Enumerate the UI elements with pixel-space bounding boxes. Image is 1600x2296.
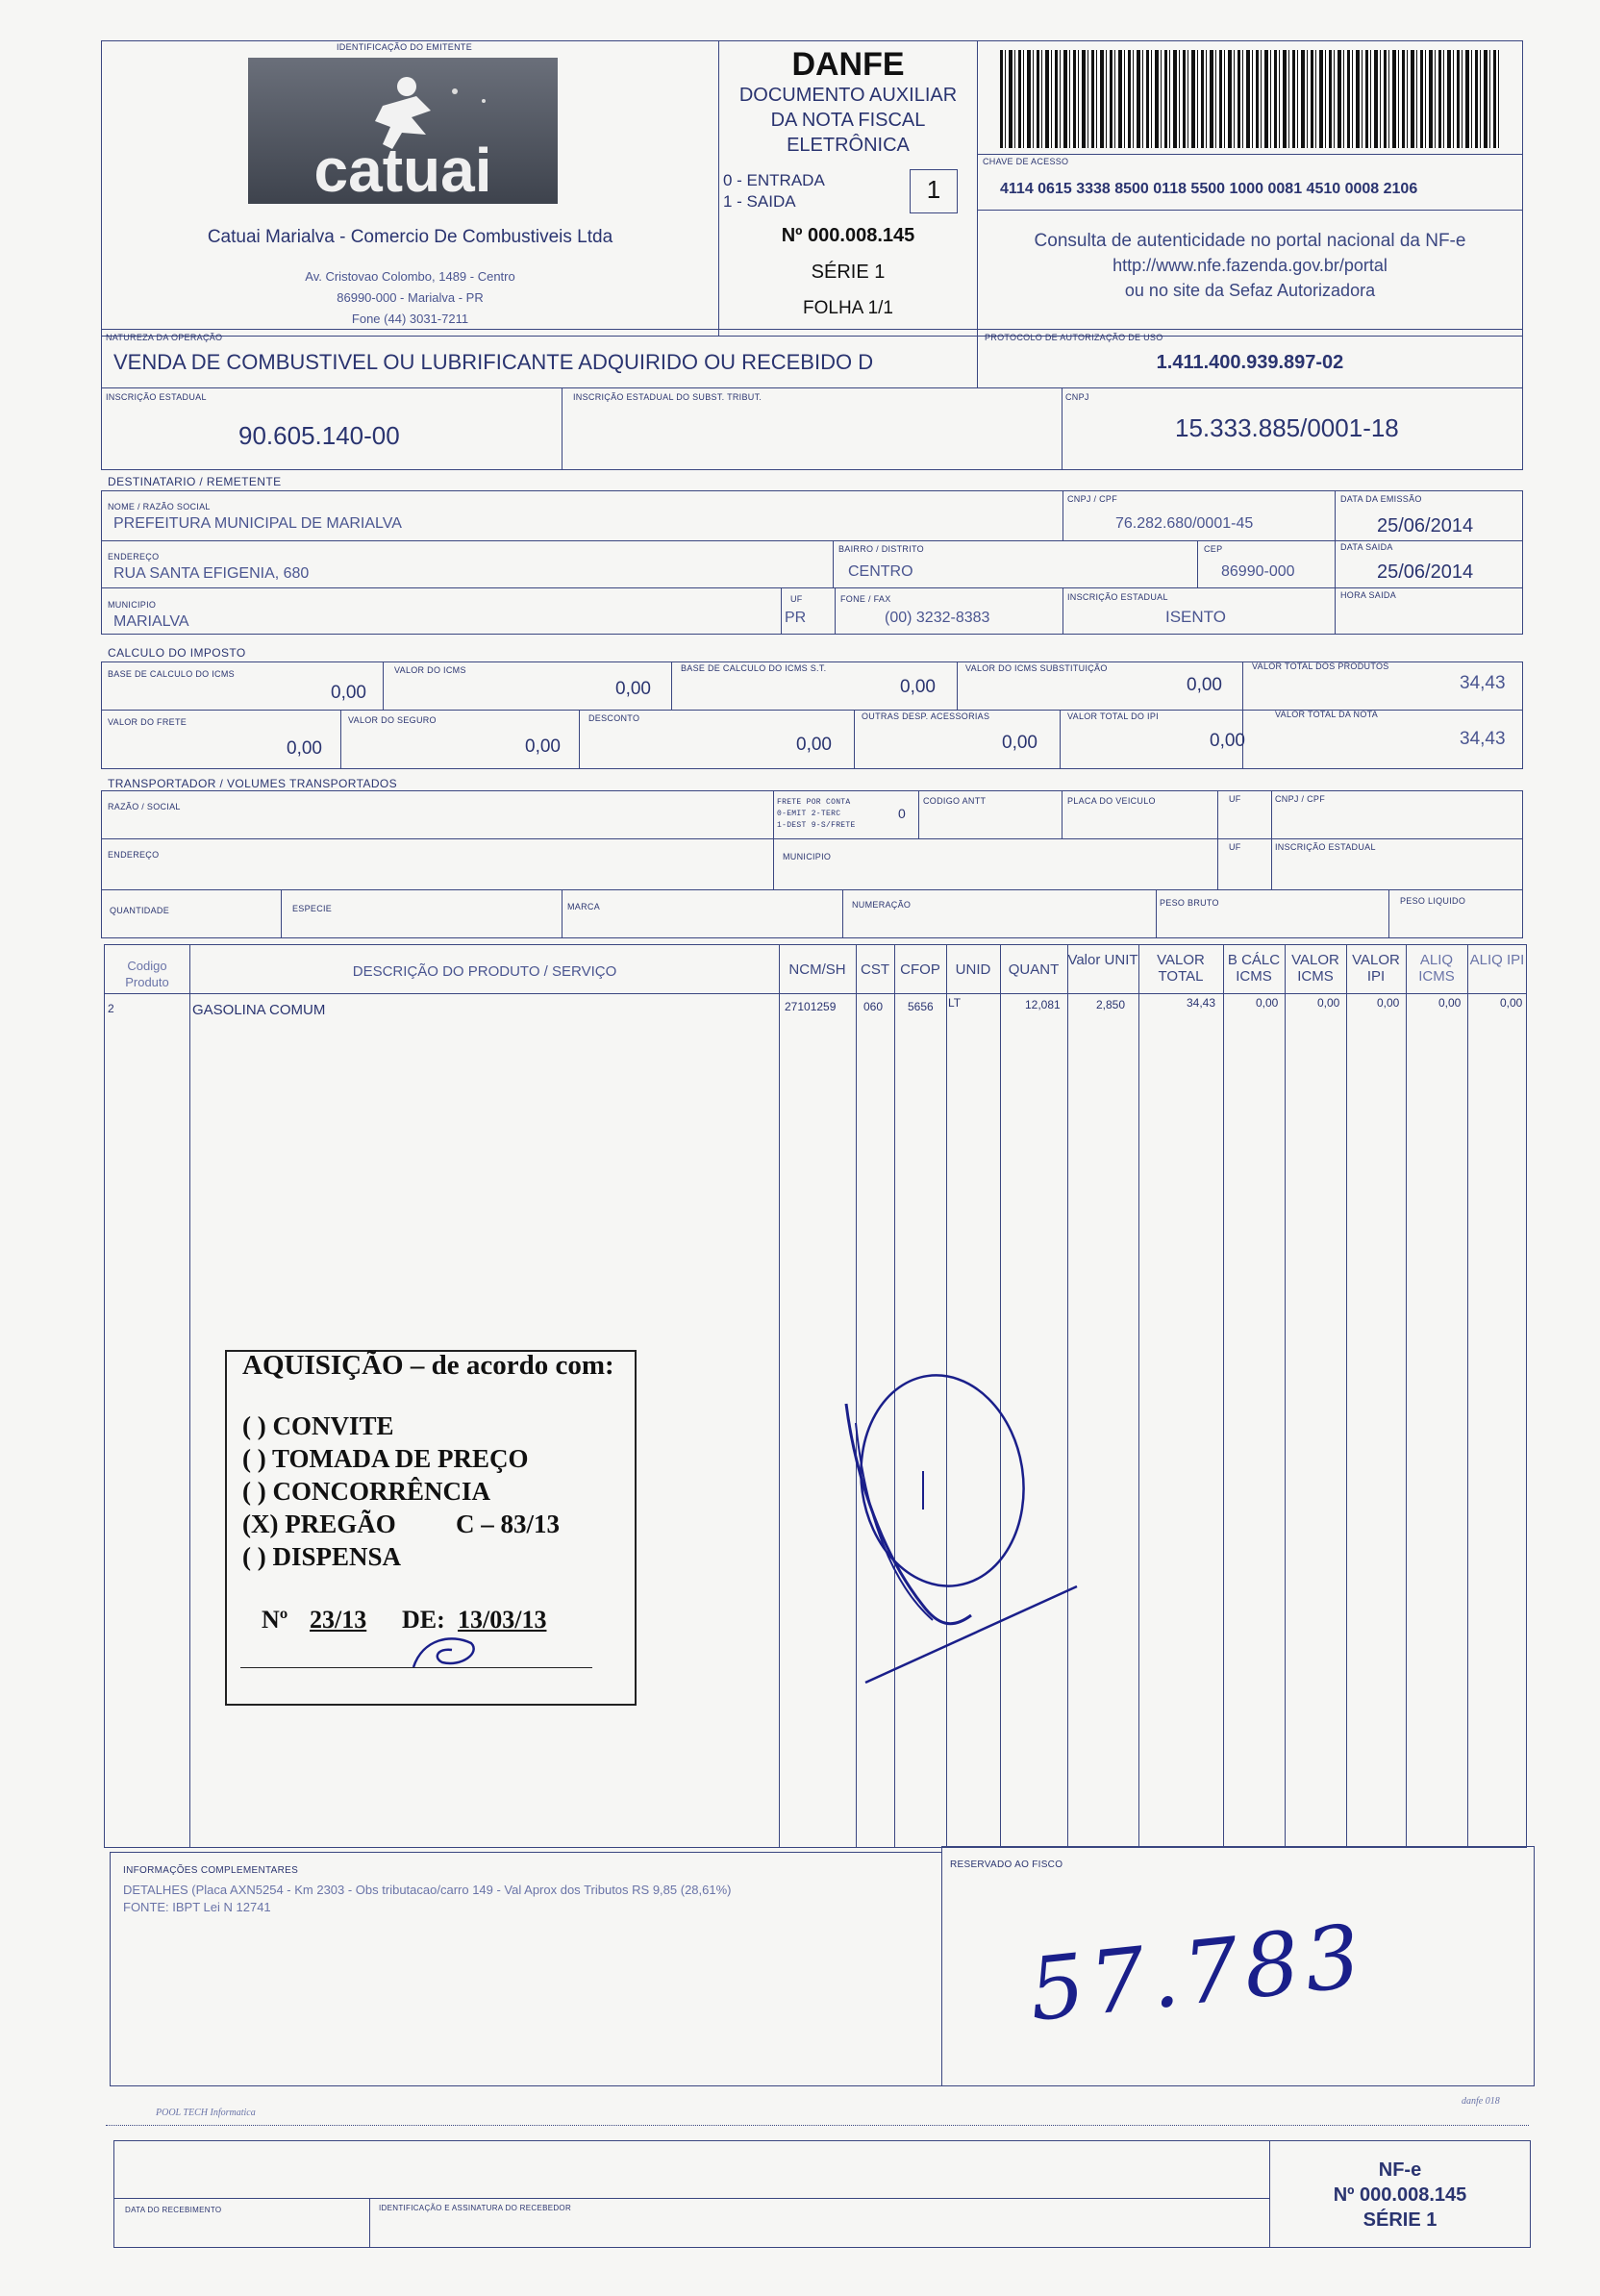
imposto-col-4	[1242, 661, 1243, 769]
ipi-label: VALOR TOTAL DO IPI	[1067, 711, 1159, 721]
danfe-subtitle-2: DA NOTA FISCAL	[770, 110, 926, 131]
col-line-vunit	[1138, 944, 1139, 1848]
consulta-line3: ou no site da Sefaz Autorizadora	[1124, 281, 1376, 300]
transp-line-2	[101, 889, 1523, 890]
hdr-cst: CST	[861, 961, 889, 978]
footer-nfe: NF-e	[1378, 2159, 1422, 2181]
transp-especie-label: ESPECIE	[292, 904, 333, 913]
dest-municipio: MARIALVA	[113, 613, 189, 630]
emitente-phone: Fone (44) 3031-7211	[351, 312, 469, 326]
consulta-line2: http://www.nfe.fazenda.gov.br/portal	[1112, 256, 1388, 275]
hdr-aipi: ALIQ IPI	[1469, 952, 1525, 968]
transp-frete: 0	[898, 806, 906, 821]
dest-data-emissao-label: DATA DA EMISSÃO	[1340, 494, 1422, 504]
protocolo-label: PROTOCOLO DE AUTORIZAÇÃO DE USO	[985, 333, 1163, 342]
transp-frete-label-3: 1-DEST 9-S/FRETE	[777, 821, 856, 830]
col-line-aicms	[1467, 944, 1468, 1848]
dest-hora-label: HORA SAIDA	[1340, 590, 1397, 600]
base-st: 0,00	[900, 677, 936, 697]
stamp-opt3: ( ) CONCORRÊNCIA	[242, 1477, 490, 1506]
dest-nome-label: NOME / RAZÃO SOCIAL	[108, 502, 211, 512]
transp-ie-label: INSCRIÇÃO ESTADUAL	[1275, 842, 1376, 852]
valor-icms: 0,00	[615, 679, 651, 699]
desconto: 0,00	[796, 735, 832, 755]
transp-col-cnpj	[1271, 790, 1272, 889]
signature	[827, 1365, 1135, 1711]
danfe-title: DANFE	[791, 46, 905, 83]
transp-qtd-label: QUANTIDADE	[110, 906, 170, 915]
footer-danfe-tag: danfe 018	[1462, 2096, 1500, 2107]
hdr-cfop: CFOP	[900, 961, 940, 978]
dest-endereco: RUA SANTA EFIGENIA, 680	[113, 565, 310, 582]
dest-nome: PREFEITURA MUNICIPAL DE MARIALVA	[113, 515, 402, 532]
transportador-section: TRANSPORTADOR / VOLUMES TRANSPORTADOS	[108, 777, 398, 790]
imposto-col-6	[579, 710, 580, 769]
hdr-descricao: DESCRIÇÃO DO PRODUTO / SERVIÇO	[352, 963, 617, 980]
total-nota: 34,43	[1460, 729, 1506, 749]
transp-col-frete	[773, 790, 774, 889]
row-bcalc: 0,00	[1256, 996, 1279, 1010]
row-aipi: 0,00	[1500, 996, 1523, 1010]
outras-label: OUTRAS DESP. ACESSORIAS	[862, 711, 990, 721]
stamp-de: 13/03/13	[458, 1606, 547, 1634]
transp-antt-label: CODIGO ANTT	[923, 796, 987, 806]
stamp-opt4: (X) PREGÃO	[242, 1510, 396, 1538]
hdr-codigo: Codigo Produto	[125, 959, 169, 989]
row-vicms: 0,00	[1317, 996, 1340, 1010]
frete: 0,00	[287, 738, 322, 759]
col-line-vtotal	[1223, 944, 1224, 1848]
transp-col-uf	[1217, 790, 1218, 889]
col-line-bcalc	[1285, 944, 1286, 1848]
emitente-name: Catuai Marialva - Comercio De Combustiveis Ltda	[207, 227, 613, 247]
dest-col-bairro	[833, 540, 834, 587]
hdr-vicms: VALOR ICMS	[1291, 952, 1339, 985]
ie-st-label: INSCRIÇÃO ESTADUAL DO SUBST. TRIBUT.	[573, 392, 762, 402]
hdr-vipi: VALOR IPI	[1352, 952, 1400, 985]
danfe-entrada: 0 - ENTRADA	[723, 171, 825, 189]
valor-st: 0,00	[1187, 675, 1222, 695]
dest-fone: (00) 3232-8383	[885, 610, 990, 626]
ipi: 0,00	[1210, 731, 1245, 751]
danfe-tipo: 1	[926, 175, 941, 204]
transp-col-pesoliq	[1388, 889, 1389, 938]
fisco-handwritten: 57.783	[1024, 1905, 1371, 2042]
stamp-opt1: ( ) CONVITE	[242, 1411, 394, 1440]
transp-placa-label: PLACA DO VEICULO	[1067, 796, 1156, 806]
stamp-opt4-ref: C – 83/13	[456, 1510, 560, 1538]
desconto-label: DESCONTO	[588, 713, 640, 723]
natureza-label: NATUREZA DA OPERAÇÃO	[106, 333, 223, 342]
transp-uf-label: UF	[1229, 794, 1241, 804]
danfe-subtitle-3: ELETRÔNICA	[787, 135, 910, 156]
hdr-ncm: NCM/SH	[788, 961, 846, 978]
row-codigo: 2	[108, 1002, 114, 1015]
danfe-folha: FOLHA 1/1	[803, 298, 893, 318]
catuai-logo-text: catuai	[313, 136, 492, 205]
data-rec-label: DATA DO RECEBIMENTO	[125, 2206, 222, 2214]
transp-col-peso	[1156, 889, 1157, 938]
hdr-vunit: Valor UNIT	[1067, 952, 1138, 968]
stamp-title: AQUISIÇÃO – de acordo com:	[242, 1350, 614, 1381]
hdr-aicms: ALIQ ICMS	[1418, 952, 1455, 985]
dest-col-cnpj	[1062, 490, 1063, 540]
row-cfop: 5656	[908, 1000, 934, 1013]
info-line1: DETALHES (Placa AXN5254 - Km 2303 - Obs tributacao/carro 149 - Val Aprox dos Tributos RS 9,85 (28,61%)	[123, 1883, 732, 1897]
stamp-opt2: ( ) TOMADA DE PREÇO	[242, 1444, 529, 1473]
dest-col-ie	[1062, 587, 1063, 635]
footer-nfe-serie: SÉRIE 1	[1362, 2209, 1438, 2231]
hdr-vtotal: VALOR TOTAL	[1157, 952, 1205, 985]
dest-col-fone	[835, 587, 836, 635]
transp-line-1	[101, 838, 1523, 839]
emitente-label: IDENTIFICAÇÃO DO EMITENTE	[337, 42, 473, 52]
emitente-cep-city: 86990-000 - Marialva - PR	[337, 290, 484, 305]
ie-label: INSCRIÇÃO ESTADUAL	[106, 392, 207, 402]
transp-marca-label: MARCA	[567, 902, 601, 911]
recebimento-col	[369, 2198, 370, 2248]
imposto-col-1	[383, 661, 384, 710]
ie-value: 90.605.140-00	[238, 421, 400, 450]
imposto-col-8	[1060, 710, 1061, 769]
hdr-unid: UNID	[955, 961, 991, 978]
fisco-label: RESERVADO AO FISCO	[950, 1859, 1063, 1870]
natureza-value: VENDA DE COMBUSTIVEL OU LUBRIFICANTE ADQUIRIDO OU RECEBIDO D	[113, 350, 874, 374]
cnpj-value: 15.333.885/0001-18	[1175, 413, 1399, 442]
imposto-col-5	[340, 710, 341, 769]
footer-nfe-num: Nº 000.008.145	[1333, 2184, 1467, 2206]
stamp-num: 23/13	[310, 1606, 367, 1634]
dest-bairro: CENTRO	[848, 563, 913, 580]
info-label: INFORMAÇÕES COMPLEMENTARES	[123, 1865, 299, 1876]
transp-razao-label: RAZÃO / SOCIAL	[108, 802, 181, 811]
stamp-num-label: Nº	[262, 1606, 288, 1634]
transp-col-num	[842, 889, 843, 938]
transp-frete-label-1: FRETE POR CONTA	[777, 798, 851, 807]
barcode-divider	[977, 154, 1523, 155]
recebimento-row-line	[113, 2198, 1269, 2199]
destinatario-section: DESTINATARIO / REMETENTE	[108, 475, 282, 488]
transp-peso-liq-label: PESO LIQUIDO	[1400, 896, 1466, 906]
stamp-initials	[404, 1629, 490, 1677]
dest-col-uf	[781, 587, 782, 635]
transp-col-antt	[918, 790, 919, 838]
dest-data-emissao: 25/06/2014	[1377, 515, 1474, 537]
valor-st-label: VALOR DO ICMS SUBSTITUIÇÃO	[965, 663, 1108, 673]
hdr-bcalc: B CÁLC ICMS	[1227, 952, 1281, 985]
row-ncm: 27101259	[785, 1000, 837, 1013]
dest-data-saida: 25/06/2014	[1377, 562, 1474, 583]
emitente-address: Av. Cristovao Colombo, 1489 - Centro	[305, 269, 515, 284]
imposto-col-3	[957, 661, 958, 710]
consulta-line1: Consulta de autenticidade no portal nacional da NF-e	[1034, 231, 1466, 251]
dest-cep: 86990-000	[1221, 563, 1295, 580]
base-st-label: BASE DE CALCULO DO ICMS S.T.	[681, 663, 827, 673]
dest-col-cep	[1197, 540, 1198, 587]
dest-cnpj-label: CNPJ / CPF	[1067, 494, 1118, 504]
imposto-col-7	[854, 710, 855, 769]
transp-numeracao-label: NUMERAÇÃO	[852, 900, 912, 910]
row-unid: LT	[948, 996, 962, 1010]
col-line-vicms	[1346, 944, 1347, 1848]
dest-cnpj: 76.282.680/0001-45	[1115, 515, 1254, 532]
row-quant: 12,081	[1025, 998, 1061, 1011]
seguro-label: VALOR DO SEGURO	[348, 715, 437, 725]
col-line-vipi	[1406, 944, 1407, 1848]
danfe-numero: Nº 000.008.145	[781, 225, 915, 246]
danfe-saida: 1 - SAIDA	[723, 192, 796, 211]
row-vtotal: 34,43	[1187, 996, 1216, 1010]
chave-value: 4114 0615 3338 8500 0118 5500 1000 0081 4510 0008 2106	[1000, 181, 1418, 197]
dest-row-line-2	[101, 587, 1523, 588]
transp-uf2-label: UF	[1229, 842, 1241, 852]
row-vipi: 0,00	[1377, 996, 1400, 1010]
dest-data-saida-label: DATA SAIDA	[1340, 542, 1393, 552]
chave-divider	[977, 210, 1523, 211]
footer-software: POOL TECH Informatica	[156, 2108, 256, 2118]
protocolo-value: 1.411.400.939.897-02	[1156, 352, 1344, 373]
chave-label: CHAVE DE ACESSO	[983, 157, 1069, 166]
stamp-de-label: DE:	[402, 1606, 445, 1634]
outras: 0,00	[1002, 733, 1038, 753]
col-line-desc	[779, 944, 780, 1848]
dest-bairro-label: BAIRRO / DISTRITO	[838, 544, 924, 554]
total-prod: 34,43	[1460, 673, 1506, 693]
destinatario-box	[101, 490, 1523, 635]
base-icms-label: BASE DE CALCULO DO ICMS	[108, 669, 235, 679]
valor-icms-label: VALOR DO ICMS	[394, 665, 466, 675]
transp-cnpj-label: CNPJ / CPF	[1275, 794, 1326, 804]
dest-uf-label: UF	[790, 594, 803, 604]
row-vunit: 2,850	[1096, 998, 1126, 1011]
transp-municipio-label: MUNICIPIO	[783, 852, 832, 861]
stamp-opt5: ( ) DISPENSA	[242, 1542, 402, 1571]
produtos-header-line	[104, 993, 1527, 994]
transp-frete-label-2: 0-EMIT 2-TERC	[777, 810, 841, 818]
imposto-col-2	[671, 661, 672, 710]
footer-cut-line	[106, 2125, 1529, 2126]
row-cst: 060	[863, 1000, 884, 1013]
dest-row-line-1	[101, 540, 1523, 541]
cnpj-label: CNPJ	[1065, 392, 1089, 402]
dest-municipio-label: MUNICIPIO	[108, 600, 157, 610]
danfe-serie: SÉRIE 1	[811, 262, 886, 283]
imposto-section: CALCULO DO IMPOSTO	[108, 646, 246, 660]
dest-endereco-label: ENDEREÇO	[108, 552, 160, 562]
dest-fone-label: FONE / FAX	[840, 594, 891, 604]
dest-col-date	[1335, 490, 1336, 635]
barcode	[1000, 50, 1500, 148]
danfe-subtitle-1: DOCUMENTO AUXILIAR	[738, 85, 958, 106]
row-descricao: GASOLINA COMUM	[192, 1002, 326, 1018]
dest-ie-label: INSCRIÇÃO ESTADUAL	[1067, 592, 1168, 602]
transp-endereco-label: ENDEREÇO	[108, 850, 160, 860]
seguro: 0,00	[525, 736, 561, 757]
transp-peso-bruto-label: PESO BRUTO	[1160, 898, 1219, 908]
total-nota-label: VALOR TOTAL DA NOTA	[1275, 710, 1379, 719]
dest-uf: PR	[785, 610, 807, 626]
col-line-codigo	[189, 944, 190, 1848]
dest-ie: ISENTO	[1165, 608, 1226, 626]
info-line2: FONTE: IBPT Lei N 12741	[123, 1900, 271, 1914]
base-icms: 0,00	[331, 683, 366, 703]
transp-col-especie	[281, 889, 282, 938]
hdr-quant: QUANT	[1008, 961, 1060, 978]
dest-cep-label: CEP	[1204, 544, 1223, 554]
frete-label: VALOR DO FRETE	[108, 717, 188, 727]
row-aicms: 0,00	[1438, 996, 1462, 1010]
ident-label: IDENTIFICAÇÃO E ASSINATURA DO RECEBEDOR	[379, 2204, 572, 2212]
total-prod-label: VALOR TOTAL DOS PRODUTOS	[1252, 661, 1389, 671]
